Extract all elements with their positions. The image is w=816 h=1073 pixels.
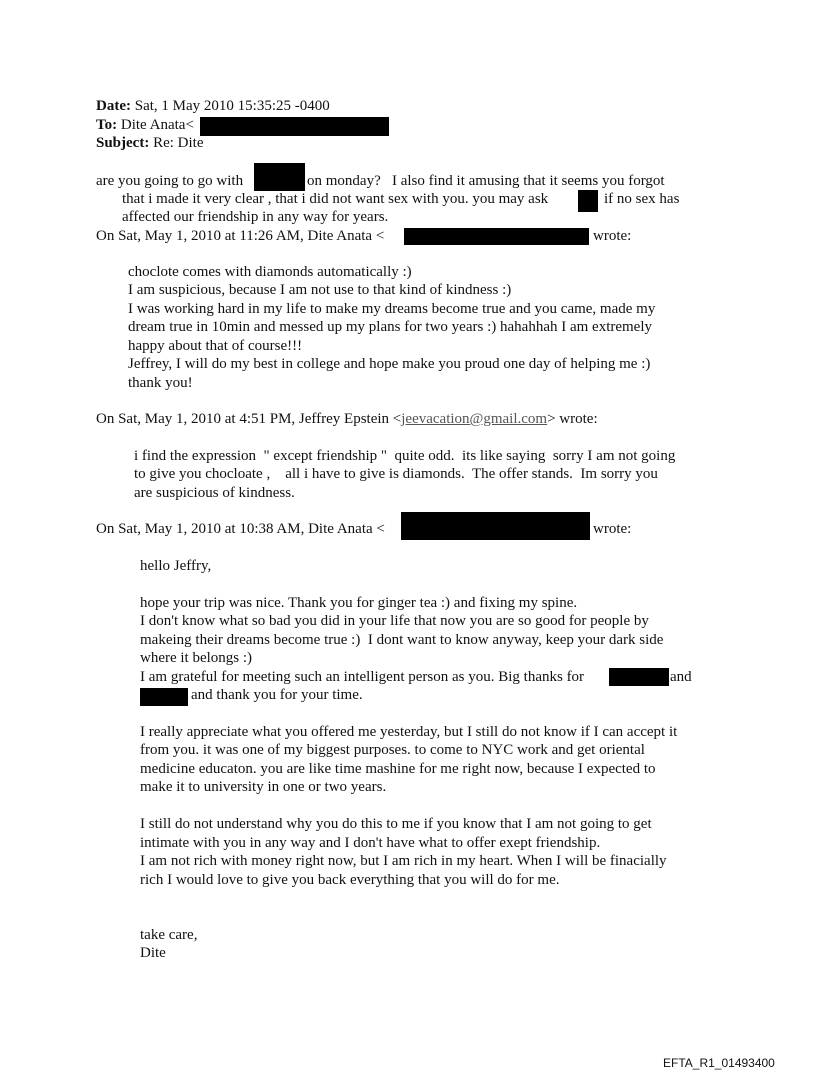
quote2-intro — [96, 410, 598, 428]
quote3-p2-line-4: make it to university in one or two years. — [140, 779, 387, 795]
quote3-p1-line-3: makeing their dreams become true :) I dont want to know anyway, keep your dark side — [140, 632, 664, 648]
reply-line-1b: on monday? I also find it amusing that it seems you forgot — [307, 173, 665, 189]
quote3-p2-line-3: medicine educaton. you are like time mashine for me right now, because I expected to — [140, 761, 656, 777]
quote2-line-1: i find the expression " except friendship " quite odd. its like saying sorry I am not going — [134, 448, 676, 464]
reply-line-2b: if no sex has — [604, 191, 680, 207]
quote1-intro-b: wrote: — [593, 228, 632, 244]
to-value: Dite Anata< — [117, 117, 194, 133]
redaction-name-1 — [254, 163, 305, 191]
quote3-p3-line-4: rich I would love to give you back everything that you will do for me. — [140, 872, 560, 888]
quote3-p3-line-2: intimate with you in any way and I don't have what to offer exept friendship. — [140, 835, 601, 851]
header-to — [96, 116, 194, 134]
quote3-p2-line-1: I really appreciate what you offered me yesterday, but I still do not know if I can accept it — [140, 724, 678, 740]
redaction-name-3 — [609, 668, 669, 686]
quote1-line-7: thank you! — [128, 375, 193, 391]
redaction-name-2 — [578, 190, 598, 212]
quote1-line-2: I am suspicious, because I am not use to that kind of kindness :) — [128, 282, 512, 298]
header-date — [96, 97, 330, 115]
quote1-intro-a: On Sat, May 1, 2010 at 11:26 AM, Dite Anata < — [96, 228, 385, 244]
quote3-p1-line-1: hope your trip was nice. Thank you for ginger tea :) and fixing my spine. — [140, 595, 578, 611]
quote2-intro-a: On Sat, May 1, 2010 at 4:51 PM, Jeffrey Epstein < — [96, 411, 402, 427]
header-subject — [96, 134, 203, 152]
quote3-p3-line-1: I still do not understand why you do this to me if you know that I am not going to get — [140, 816, 652, 832]
subject-value: Re: Dite — [149, 135, 204, 151]
quote3-p2-line-2: from you. it was one of my biggest purposes. to come to NYC work and get oriental — [140, 742, 645, 758]
quote1-line-4: dream true in 10min and messed up my plans for two years :) hahahhah I am extremely — [128, 319, 653, 335]
quote2-email-link[interactable]: jeevacation@gmail.com — [401, 411, 548, 427]
quote3-intro-b: wrote: — [593, 521, 632, 537]
quote3-p1-line-2: I don't know what so bad you did in your life that now you are so good for people by — [140, 613, 649, 629]
quote1-line-1: choclote comes with diamonds automatically :) — [128, 264, 412, 280]
reply-line-2a: that i made it very clear , that i did not want sex with you. you may ask — [122, 191, 549, 207]
redaction-to-email — [200, 117, 389, 136]
redaction-email-1 — [404, 228, 589, 245]
subject-label: Subject: — [96, 135, 150, 151]
redaction-email-2 — [401, 512, 590, 540]
quote3-p1-line-5b: and — [670, 669, 692, 685]
document-id: EFTA_R1_01493400 — [663, 1056, 775, 1070]
date-label: Date: — [96, 98, 131, 114]
quote1-line-6: Jeffrey, I will do my best in college and hope make you proud one day of helping me :) — [128, 356, 651, 372]
quote3-signature: Dite — [140, 945, 166, 961]
redaction-name-4 — [140, 688, 188, 706]
quote2-intro-b: > wrote: — [547, 411, 598, 427]
quote3-p1-line-5a: I am grateful for meeting such an intelligent person as you. Big thanks for — [140, 669, 585, 685]
quote2-line-2: to give you chocloate , all i have to give is diamonds. The offer stands. Im sorry you — [134, 466, 658, 482]
quote3-p1-line-6: and thank you for your time. — [191, 687, 363, 703]
reply-line-3: affected our friendship in any way for years. — [122, 209, 389, 225]
quote3-closing: take care, — [140, 927, 198, 943]
quote3-p1-line-4: where it belongs :) — [140, 650, 253, 666]
quote3-intro-a: On Sat, May 1, 2010 at 10:38 AM, Dite Anata < — [96, 521, 385, 537]
quote3-greeting: hello Jeffry, — [140, 558, 212, 574]
to-label: To: — [96, 117, 118, 133]
quote1-line-3: I was working hard in my life to make my dreams become true and you came, made my — [128, 301, 656, 317]
quote1-line-5: happy about that of course!!! — [128, 338, 303, 354]
quote3-p3-line-3: I am not rich with money right now, but I am rich in my heart. When I will be finacially — [140, 853, 667, 869]
quote2-line-3: are suspicious of kindness. — [134, 485, 295, 501]
reply-line-1a: are you going to go with — [96, 173, 244, 189]
date-value: Sat, 1 May 2010 15:35:25 -0400 — [130, 98, 330, 114]
